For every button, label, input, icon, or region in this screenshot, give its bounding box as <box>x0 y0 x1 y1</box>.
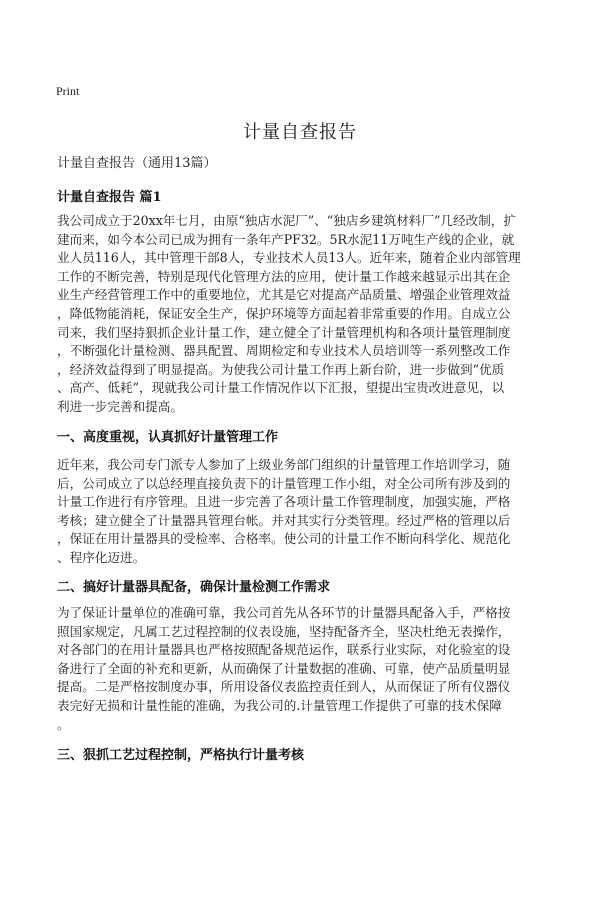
paragraph-line: 近年来，我公司专门派专人参加了上级业务部门组织的计量管理工作培训学习，随 <box>57 457 511 472</box>
paragraph-line: 、程序化迈进。 <box>57 549 146 565</box>
paragraph-line: 提高。二是严格按制度办事，所用设备仪表监控责任到人，从而保证了所有仪器仪 <box>57 679 511 695</box>
paragraph-line: 照国家规定，凡属工艺过程控制的仪表设施，坚持配备齐全，坚决杜绝无表操作， <box>57 623 511 639</box>
paragraph-line: 考核；建立健全了计量器具管理台帐。并对其实行分类管理。经过严格的管理以后 <box>57 512 511 528</box>
page-title: 计量自查报告 <box>243 122 357 143</box>
paragraph-line: ，保证在用计量器具的受检率、合格率。使公司的计量工作不断向科学化、规范化 <box>57 531 511 547</box>
paragraph-line: 。 <box>57 716 70 732</box>
paragraph-line: 计量工作进行有序管理。且进一步完善了各项计量工作管理制度，加强实施，严格 <box>57 494 511 510</box>
paragraph-line: ，经济效益得到了明显提高。为使我公司计量工作再上新台阶，进一步做到“优质 <box>57 361 505 377</box>
paragraph-line: 工作的不断完善，特别是现代化管理方法的应用，使计量工作越来越显示出其在企 <box>57 268 511 284</box>
paragraph-line: 业生产经营管理工作中的重要地位，尤其是它对提高产品质量、增强企业管理效益 <box>57 287 511 303</box>
paragraph-line: 对各部门的在用计量器具也严格按照配备规范运作，联系行业实际，对化验室的设 <box>57 642 511 658</box>
paragraph-line: 我公司成立于20xx年七月，由原“独店水泥厂”、“独店乡建筑材料厂”几经改制，扩 <box>57 213 516 228</box>
paragraph-1 <box>57 456 547 568</box>
paragraph-line: 建而来，如今本公司已成为拥有一条年产PF32。5R水泥11万吨生产线的企业，就 <box>57 231 515 247</box>
section-heading: 计量自查报告 篇1 <box>57 190 162 205</box>
intro-paragraph <box>57 212 547 417</box>
heading-3: 三、狠抓工艺过程控制，严格执行计量考核 <box>57 748 305 763</box>
heading-2: 二、搞好计量器具配备，确保计量检测工作需求 <box>57 580 331 595</box>
paragraph-2 <box>57 604 547 734</box>
paragraph-line: 后，公司成立了以总经理直接负责下的计量管理工作小组，对全公司所有涉及到的 <box>57 475 511 491</box>
print-label: Print <box>56 84 80 98</box>
heading-1: 一、高度重视，认真抓好计量管理工作 <box>57 430 279 445</box>
paragraph-line: 利进一步完善和提高。 <box>57 398 183 414</box>
paragraph-line: ，不断强化计量检测、器具配置、周期检定和专业技术人员培训等一系列整改工作 <box>57 343 511 359</box>
document-subtitle: 计量自查报告（通用13篇） <box>57 156 217 171</box>
paragraph-line: 司来，我们坚持狠抓企业计量工作，建立健全了计量管理机构和各项计量管理制度 <box>57 324 511 340</box>
paragraph-line: 业人员116人，其中管理干部8人，专业技术人员13人。近年来，随着企业内部管理 <box>57 250 521 266</box>
paragraph-line: 表完好无损和计量性能的准确，为我公司的.计量管理工作提供了可靠的技术保障 <box>57 697 502 713</box>
paragraph-line: ，降低物能消耗，保证安全生产，保护环境等方面起着非常重要的作用。自成立公 <box>57 305 511 321</box>
paragraph-line: 备进行了全面的补充和更新，从而确保了计量数据的准确、可靠，使产品质量明显 <box>57 660 511 676</box>
paragraph-line: 、高产、低耗”，现就我公司计量工作情况作以下汇报，望提出宝贵改进意见，以 <box>57 380 505 396</box>
paragraph-line: 为了保证计量单位的准确可靠，我公司首先从各环节的计量器具配备入手，严格按 <box>57 605 511 620</box>
